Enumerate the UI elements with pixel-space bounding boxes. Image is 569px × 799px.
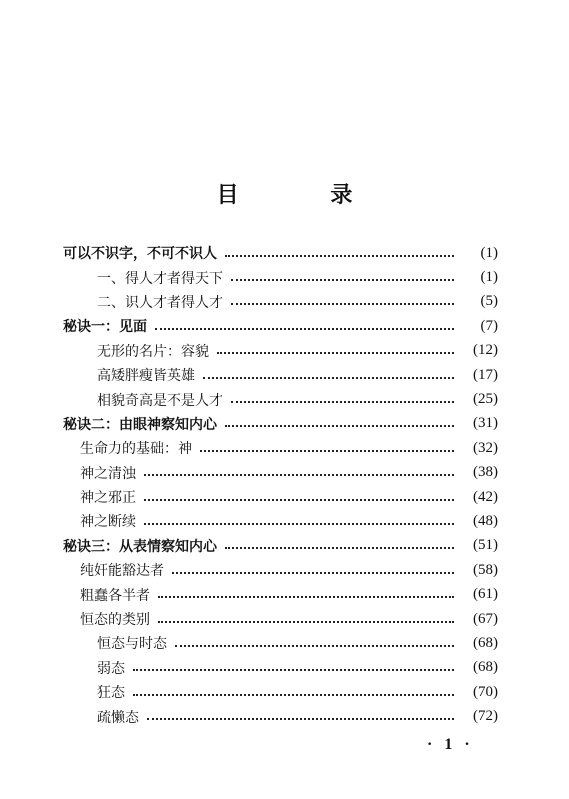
page-number: · 1 · <box>427 736 474 753</box>
toc-entry-page: (48) <box>473 512 498 529</box>
toc-entry-label: 秘诀三：从表情察知内心 <box>63 538 217 555</box>
toc-entry <box>0 265 569 289</box>
dot-leader <box>158 595 454 598</box>
toc-entry <box>0 631 569 655</box>
toc-entry-label: 生命力的基础：神 <box>80 441 192 458</box>
toc-entry <box>0 461 569 485</box>
toc-entry-label: 秘诀二：由眼神察知内心 <box>63 416 217 433</box>
dot-leader <box>144 473 454 476</box>
toc-entry-label: 粗蠢各半者 <box>80 587 150 604</box>
toc-entry-page: (5) <box>480 293 498 310</box>
toc-entry-label: 无形的名片：容貌 <box>97 343 209 360</box>
dot-leader <box>203 376 454 379</box>
toc-entry-page: (32) <box>473 439 498 456</box>
toc-entry-label: 高矮胖瘦皆英雄 <box>97 368 195 385</box>
toc-entry-label: 秘诀一：见面 <box>63 319 147 336</box>
toc-entry-page: (42) <box>473 488 498 505</box>
toc-entry-label: 恒态与时态 <box>97 636 167 653</box>
toc-entry-label: 疏懒态 <box>97 709 139 726</box>
toc-entry-label: 可以不识字，不可不识人 <box>63 246 217 263</box>
toc-entry-label: 恒态的类别 <box>80 612 150 629</box>
toc-entry-page: (25) <box>473 391 498 408</box>
toc-entry <box>0 363 569 387</box>
toc-entry-page: (68) <box>473 634 498 651</box>
toc-entry <box>0 704 569 728</box>
dot-leader <box>225 254 454 257</box>
dot-leader <box>147 717 454 720</box>
toc-entry-label: 弱态 <box>97 660 125 677</box>
toc-entry-page: (12) <box>473 342 498 359</box>
dot-leader <box>231 400 454 403</box>
toc-entry-label: 二、识人才者得人才 <box>97 294 223 311</box>
toc-entry-label: 纯奸能豁达者 <box>80 563 164 580</box>
dot-leader <box>225 424 454 427</box>
toc-entry-page: (61) <box>473 586 498 603</box>
toc-entry-label: 神之清浊 <box>80 465 136 482</box>
table-of-contents <box>0 241 569 729</box>
dot-leader <box>133 668 454 671</box>
toc-entry <box>0 241 569 265</box>
toc-entry-page: (68) <box>473 659 498 676</box>
dot-leader <box>144 498 454 501</box>
toc-entry-page: (31) <box>473 415 498 432</box>
toc-entry <box>0 680 569 704</box>
toc-entry-label: 狂态 <box>97 685 125 702</box>
toc-entry <box>0 412 569 436</box>
toc-entry <box>0 582 569 606</box>
toc-entry <box>0 656 569 680</box>
toc-entry-page: (1) <box>480 269 498 286</box>
dot-leader <box>155 327 454 330</box>
toc-entry <box>0 607 569 631</box>
dot-leader <box>158 620 454 623</box>
toc-entry <box>0 534 569 558</box>
dot-leader <box>231 302 454 305</box>
toc-entry-page: (58) <box>473 561 498 578</box>
toc-entry-label: 相貌奇高是不是人才 <box>97 392 223 409</box>
toc-entry-page: (70) <box>473 683 498 700</box>
dot-leader <box>217 351 454 354</box>
dot-leader <box>133 693 454 696</box>
toc-entry-page: (38) <box>473 464 498 481</box>
toc-entry-page: (72) <box>473 708 498 725</box>
toc-entry <box>0 290 569 314</box>
toc-entry-page: (17) <box>473 366 498 383</box>
toc-entry-page: (67) <box>473 610 498 627</box>
toc-entry-label: 神之断续 <box>80 514 136 531</box>
toc-entry-label: 一、得人才者得天下 <box>97 270 223 287</box>
toc-entry <box>0 387 569 411</box>
toc-entry-page: (1) <box>480 244 498 261</box>
dot-leader <box>200 449 454 452</box>
dot-leader <box>172 571 454 574</box>
dot-leader <box>225 546 454 549</box>
dot-leader <box>175 644 454 647</box>
toc-entry-page: (51) <box>473 537 498 554</box>
toc-entry <box>0 509 569 533</box>
toc-entry-page: (7) <box>480 317 498 334</box>
dot-leader <box>231 278 454 281</box>
dot-leader <box>144 522 454 525</box>
toc-entry-label: 神之邪正 <box>80 490 136 507</box>
toc-entry <box>0 339 569 363</box>
page-title: 目 录 <box>216 183 395 208</box>
toc-entry <box>0 314 569 338</box>
toc-entry <box>0 436 569 460</box>
toc-entry <box>0 485 569 509</box>
toc-entry <box>0 558 569 582</box>
